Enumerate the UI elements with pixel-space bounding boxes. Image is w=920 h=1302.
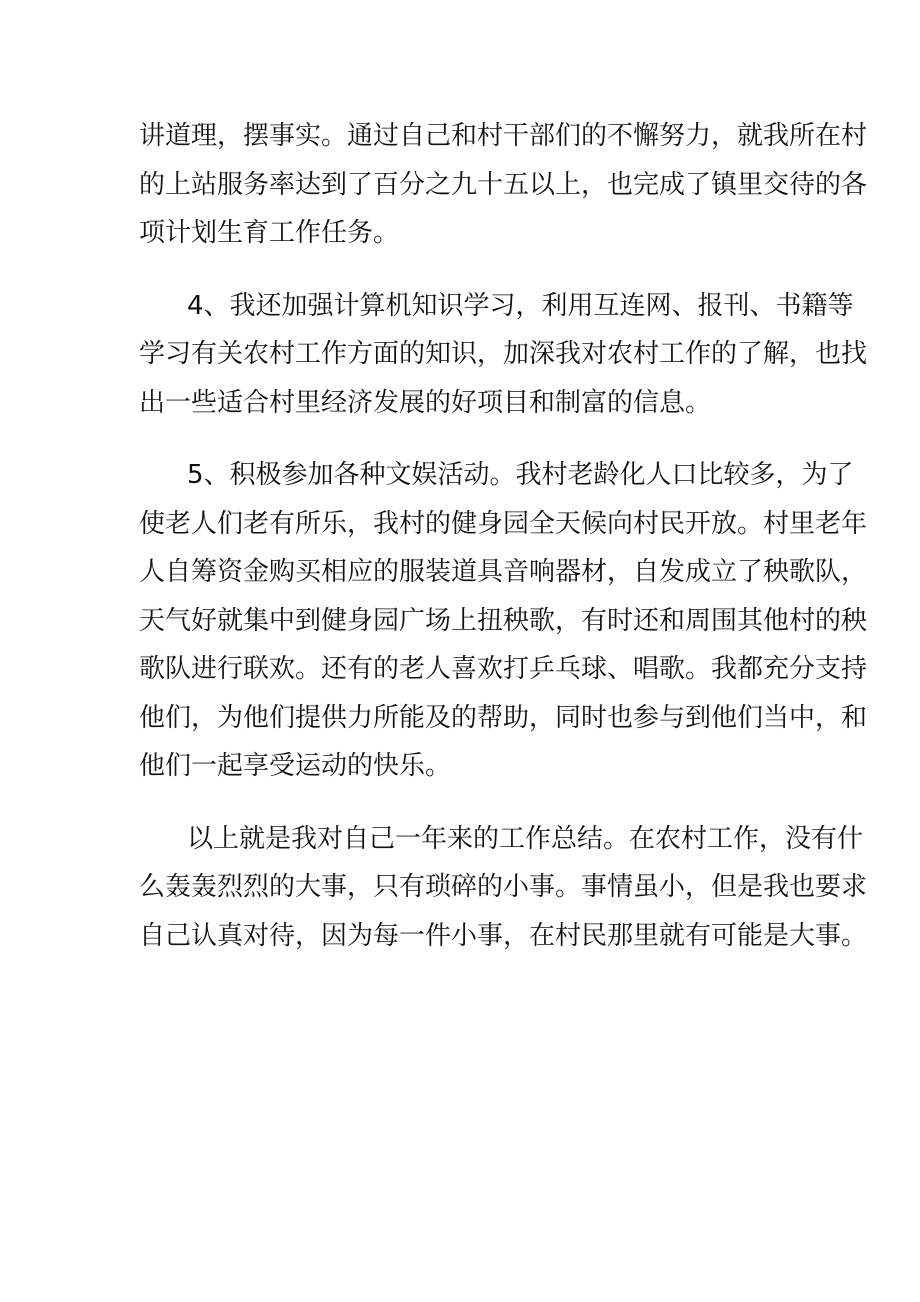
paragraph-line: 人自筹资金购买相应的服装道具音响器材，自发成立了秧歌队， [139, 557, 868, 587]
document-body [139, 112, 868, 984]
paragraph-line: 以上就是我对自己一年来的工作总结。在农村工作，没有什 [187, 823, 864, 854]
paragraph-line: 5、积极参加各种文娱活动。我村老龄化人口比较多，为了 [187, 460, 854, 490]
paragraph-line: 么轰轰烈烈的大事，只有琐碎的小事。事情虽小，但是我也要求 [139, 872, 868, 902]
paragraph-line: 项计划生育工作任务。 [139, 218, 400, 248]
paragraph-1 [139, 112, 868, 258]
paragraph-line: 学习有关农村工作方面的知识，加深我对农村工作的了解，也找 [139, 339, 868, 369]
paragraph-line: 出一些适合村里经济发展的好项目和制富的信息。 [139, 387, 712, 418]
paragraph-line: 歌队进行联欢。还有的老人喜欢打乒乓球、唱歌。我都充分支持 [139, 654, 868, 684]
paragraph-line: 讲道理，摆事实。通过自己和村干部们的不懈努力，就我所在村 [139, 121, 868, 151]
paragraph-line: 使老人们老有所乐，我村的健身园全天候向村民开放。村里老年 [139, 508, 868, 539]
paragraph-2 [139, 282, 868, 428]
paragraph-line: 4、我还加强计算机知识学习，利用互连网、报刊、书籍等 [187, 290, 854, 321]
paragraph-line: 的上站服务率达到了百分之九十五以上，也完成了镇里交待的各 [139, 169, 868, 200]
paragraph-4 [139, 815, 868, 961]
paragraph-line: 他们一起享受运动的快乐。 [139, 751, 452, 781]
paragraph-line: 他们，为他们提供力所能及的帮助，同时也参与到他们当中，和 [139, 702, 868, 733]
paragraph-3 [139, 451, 868, 791]
paragraph-line: 天气好就集中到健身园广场上扭秧歌，有时还和周围其他村的秧 [139, 605, 868, 636]
paragraph-line: 自己认真对待，因为每一件小事，在村民那里就有可能是大事。 [139, 920, 868, 951]
